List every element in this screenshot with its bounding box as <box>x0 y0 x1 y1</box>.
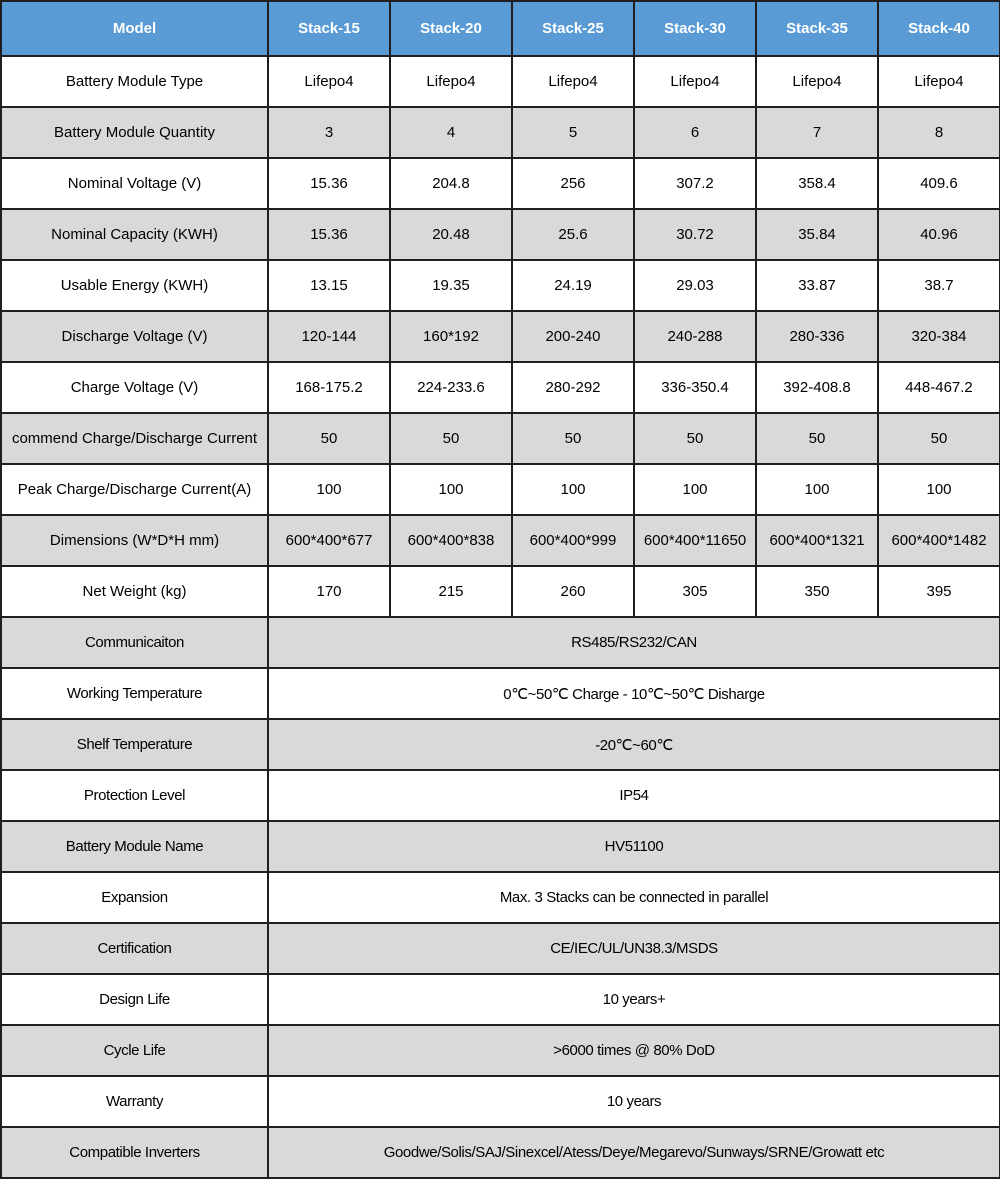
row-label-warranty: Warranty <box>1 1076 268 1127</box>
header-stack-25: Stack-25 <box>512 1 634 56</box>
table-cell: 4 <box>390 107 512 158</box>
row-label-net-weight: Net Weight (kg) <box>1 566 268 617</box>
table-cell: Lifepo4 <box>390 56 512 107</box>
header-stack-35: Stack-35 <box>756 1 878 56</box>
table-cell: 600*400*677 <box>268 515 390 566</box>
table-cell: 38.7 <box>878 260 1000 311</box>
row-label-communication: Communicaiton <box>1 617 268 668</box>
table-cell: 600*400*1482 <box>878 515 1000 566</box>
table-cell: 256 <box>512 158 634 209</box>
table-cell: 100 <box>512 464 634 515</box>
table-cell: 350 <box>756 566 878 617</box>
table-cell: 40.96 <box>878 209 1000 260</box>
table-cell: 50 <box>756 413 878 464</box>
row-label-certification: Certification <box>1 923 268 974</box>
table-cell: 200-240 <box>512 311 634 362</box>
table-cell: 409.6 <box>878 158 1000 209</box>
table-cell-span: 10 years+ <box>268 974 1000 1025</box>
row-label-compatible-inverters: Compatible Inverters <box>1 1127 268 1178</box>
row-label-peak-charge-discharge-current: Peak Charge/Discharge Current(A) <box>1 464 268 515</box>
table-row <box>1 566 1000 617</box>
table-row <box>1 821 1000 872</box>
row-label-shelf-temperature: Shelf Temperature <box>1 719 268 770</box>
table-cell: 600*400*999 <box>512 515 634 566</box>
table-cell: 50 <box>512 413 634 464</box>
table-cell-span: >6000 times @ 80% DoD <box>268 1025 1000 1076</box>
table-cell-span: 0℃~50℃ Charge - 10℃~50℃ Disharge <box>268 668 1000 719</box>
table-row <box>1 362 1000 413</box>
table-cell: 170 <box>268 566 390 617</box>
table-cell: 240-288 <box>634 311 756 362</box>
table-cell: 280-292 <box>512 362 634 413</box>
table-cell: 100 <box>390 464 512 515</box>
table-cell: 100 <box>878 464 1000 515</box>
table-row <box>1 1127 1000 1178</box>
header-stack-40: Stack-40 <box>878 1 1000 56</box>
table-cell: 120-144 <box>268 311 390 362</box>
table-cell: 260 <box>512 566 634 617</box>
table-cell: 600*400*11650 <box>634 515 756 566</box>
table-cell: 50 <box>268 413 390 464</box>
table-cell: 100 <box>756 464 878 515</box>
table-cell: 50 <box>878 413 1000 464</box>
table-cell-span: Goodwe/Solis/SAJ/Sinexcel/Atess/Deye/Megarevo/Sunways/SRNE/Growatt etc <box>268 1127 1000 1178</box>
row-label-recommend-charge-discharge-current: commend Charge/Discharge Current <box>1 413 268 464</box>
row-label-working-temperature: Working Temperature <box>1 668 268 719</box>
table-cell: 13.15 <box>268 260 390 311</box>
table-row <box>1 1025 1000 1076</box>
table-cell: 215 <box>390 566 512 617</box>
table-row <box>1 719 1000 770</box>
table-cell: Lifepo4 <box>634 56 756 107</box>
table-cell-span: CE/IEC/UL/UN38.3/MSDS <box>268 923 1000 974</box>
row-label-charge-voltage: Charge Voltage (V) <box>1 362 268 413</box>
table-cell: 100 <box>634 464 756 515</box>
header-model: Model <box>1 1 268 56</box>
table-cell: 19.35 <box>390 260 512 311</box>
table-cell: 6 <box>634 107 756 158</box>
table-cell: 395 <box>878 566 1000 617</box>
table-row <box>1 668 1000 719</box>
header-stack-15: Stack-15 <box>268 1 390 56</box>
table-row <box>1 515 1000 566</box>
row-label-design-life: Design Life <box>1 974 268 1025</box>
table-row <box>1 974 1000 1025</box>
table-cell: 336-350.4 <box>634 362 756 413</box>
table-cell: Lifepo4 <box>878 56 1000 107</box>
table-row <box>1 923 1000 974</box>
table-cell-span: HV51100 <box>268 821 1000 872</box>
row-label-battery-module-name: Battery Module Name <box>1 821 268 872</box>
table-cell: 24.19 <box>512 260 634 311</box>
table-cell-span: IP54 <box>268 770 1000 821</box>
table-row <box>1 770 1000 821</box>
table-row <box>1 311 1000 362</box>
table-cell: 358.4 <box>756 158 878 209</box>
table-cell: 50 <box>634 413 756 464</box>
table-cell: 33.87 <box>756 260 878 311</box>
row-label-nominal-voltage: Nominal Voltage (V) <box>1 158 268 209</box>
table-cell: 160*192 <box>390 311 512 362</box>
table-cell: 600*400*838 <box>390 515 512 566</box>
header-stack-30: Stack-30 <box>634 1 756 56</box>
table-cell-span: Max. 3 Stacks can be connected in parallel <box>268 872 1000 923</box>
table-cell: 15.36 <box>268 209 390 260</box>
table-cell: 30.72 <box>634 209 756 260</box>
table-cell: Lifepo4 <box>756 56 878 107</box>
table-row <box>1 209 1000 260</box>
table-cell: 392-408.8 <box>756 362 878 413</box>
table-cell: 168-175.2 <box>268 362 390 413</box>
table-cell: 15.36 <box>268 158 390 209</box>
table-cell: 448-467.2 <box>878 362 1000 413</box>
header-row <box>1 1 1000 56</box>
table-row <box>1 107 1000 158</box>
table-cell: 7 <box>756 107 878 158</box>
row-label-battery-module-type: Battery Module Type <box>1 56 268 107</box>
table-cell: 25.6 <box>512 209 634 260</box>
table-cell-span: RS485/RS232/CAN <box>268 617 1000 668</box>
table-row <box>1 413 1000 464</box>
table-cell: 224-233.6 <box>390 362 512 413</box>
table-cell: 50 <box>390 413 512 464</box>
table-row <box>1 56 1000 107</box>
table-cell: 204.8 <box>390 158 512 209</box>
table-cell: 307.2 <box>634 158 756 209</box>
row-label-cycle-life: Cycle Life <box>1 1025 268 1076</box>
table-cell: 100 <box>268 464 390 515</box>
row-label-discharge-voltage: Discharge Voltage (V) <box>1 311 268 362</box>
table-cell: 29.03 <box>634 260 756 311</box>
row-label-battery-module-quantity: Battery Module Quantity <box>1 107 268 158</box>
table-cell: 305 <box>634 566 756 617</box>
table-cell: 320-384 <box>878 311 1000 362</box>
table-cell: 35.84 <box>756 209 878 260</box>
table-cell: 600*400*1321 <box>756 515 878 566</box>
table-row <box>1 617 1000 668</box>
row-label-protection-level: Protection Level <box>1 770 268 821</box>
table-cell: Lifepo4 <box>268 56 390 107</box>
table-cell-span: -20℃~60℃ <box>268 719 1000 770</box>
table-row <box>1 260 1000 311</box>
table-cell: 5 <box>512 107 634 158</box>
table-cell: 280-336 <box>756 311 878 362</box>
table-cell: 20.48 <box>390 209 512 260</box>
table-cell: 3 <box>268 107 390 158</box>
table-row <box>1 872 1000 923</box>
table-cell-span: 10 years <box>268 1076 1000 1127</box>
row-label-usable-energy: Usable Energy (KWH) <box>1 260 268 311</box>
row-label-expansion: Expansion <box>1 872 268 923</box>
table-cell: 8 <box>878 107 1000 158</box>
table-cell: Lifepo4 <box>512 56 634 107</box>
row-label-dimensions: Dimensions (W*D*H mm) <box>1 515 268 566</box>
table-row <box>1 1076 1000 1127</box>
table-row <box>1 158 1000 209</box>
table-row <box>1 464 1000 515</box>
row-label-nominal-capacity: Nominal Capacity (KWH) <box>1 209 268 260</box>
header-stack-20: Stack-20 <box>390 1 512 56</box>
